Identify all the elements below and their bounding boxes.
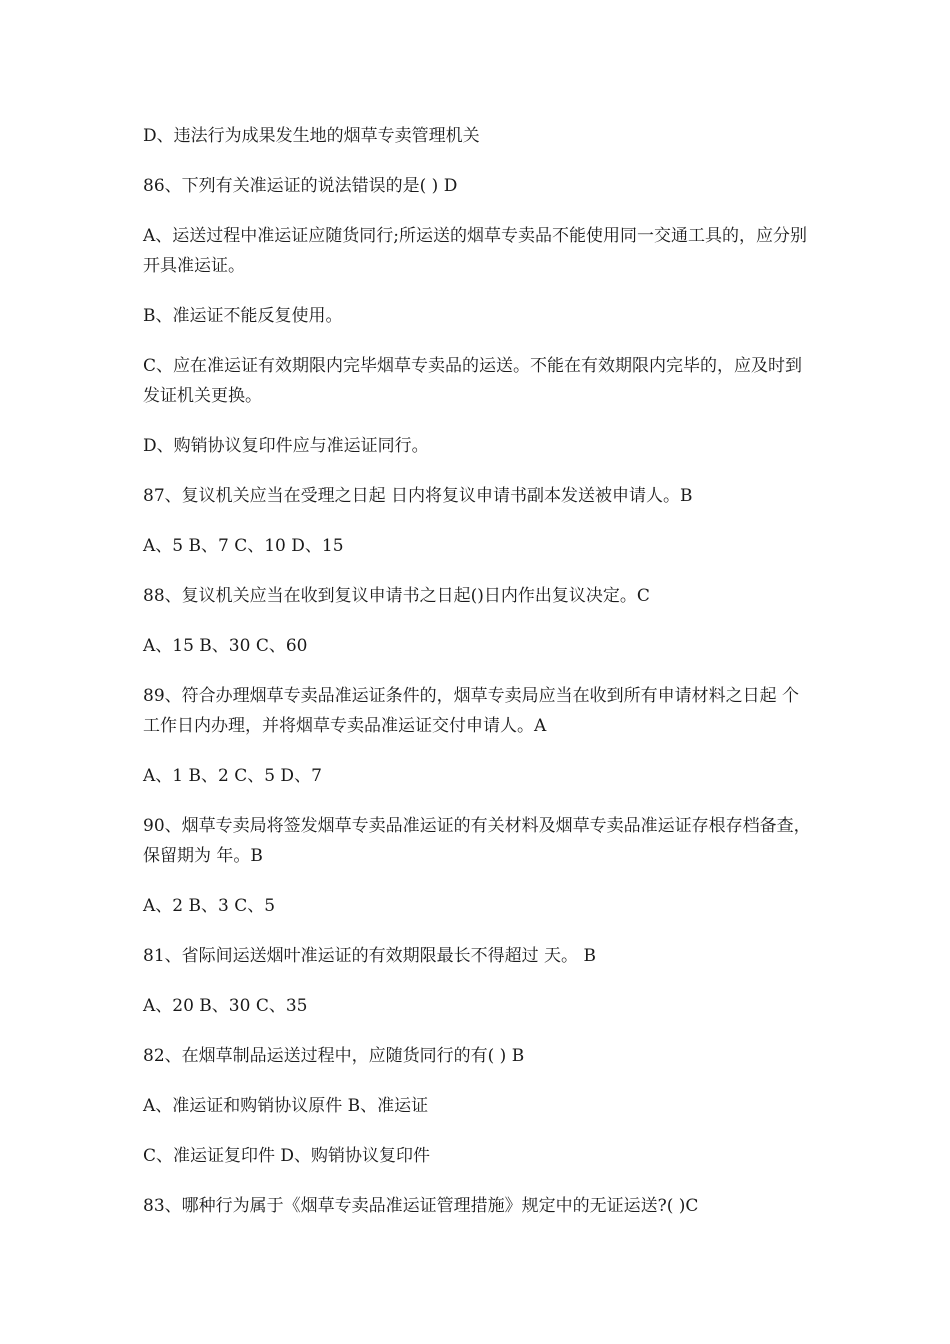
option-paragraph: A、15 B、30 C、60 bbox=[143, 636, 308, 656]
option-paragraph: A、1 B、2 C、5 D、7 bbox=[143, 766, 322, 786]
question-paragraph: 90、烟草专卖局将签发烟草专卖品准运证的有关材料及烟草专卖品准运证存根存档备查，保留期为 年。B bbox=[143, 816, 811, 866]
option-paragraph: D、购销协议复印件应与准运证同行。 bbox=[143, 436, 429, 456]
question-paragraph: 86、下列有关准运证的说法错误的是( ) D bbox=[143, 176, 458, 196]
option-paragraph: D、违法行为成果发生地的烟草专卖管理机关 bbox=[143, 126, 480, 146]
question-paragraph: 81、省际间运送烟叶准运证的有效期限最长不得超过 天。 B bbox=[143, 946, 596, 966]
option-paragraph: C、准运证复印件 D、购销协议复印件 bbox=[143, 1146, 431, 1166]
document-body bbox=[143, 121, 811, 1241]
option-paragraph: A、20 B、30 C、35 bbox=[143, 996, 308, 1016]
question-paragraph: 88、复议机关应当在收到复议申请书之日起()日内作出复议决定。C bbox=[143, 586, 650, 606]
option-paragraph: C、应在准运证有效期限内完毕烟草专卖品的运送。不能在有效期限内完毕的，应及时到发证机关更换。 bbox=[143, 356, 803, 406]
option-paragraph: A、准运证和购销协议原件 B、准运证 bbox=[143, 1096, 429, 1116]
option-paragraph: B、准运证不能反复使用。 bbox=[143, 306, 343, 326]
question-paragraph: 89、符合办理烟草专卖品准运证条件的，烟草专卖局应当在收到所有申请材料之日起 个工作日内办理，并将烟草专卖品准运证交付申请人。A bbox=[143, 686, 800, 736]
question-paragraph: 82、在烟草制品运送过程中，应随货同行的有( ) B bbox=[143, 1046, 525, 1066]
option-paragraph: A、2 B、3 C、5 bbox=[143, 896, 276, 916]
option-paragraph: A、运送过程中准运证应随货同行;所运送的烟草专卖品不能使用同一交通工具的，应分别开具准运证。 bbox=[143, 226, 808, 276]
question-paragraph: 87、复议机关应当在受理之日起 日内将复议申请书副本发送被申请人。B bbox=[143, 486, 693, 506]
question-paragraph: 83、哪种行为属于《烟草专卖品准运证管理措施》规定中的无证运送?( )C bbox=[143, 1196, 699, 1216]
option-paragraph: A、5 B、7 C、10 D、15 bbox=[143, 536, 344, 556]
